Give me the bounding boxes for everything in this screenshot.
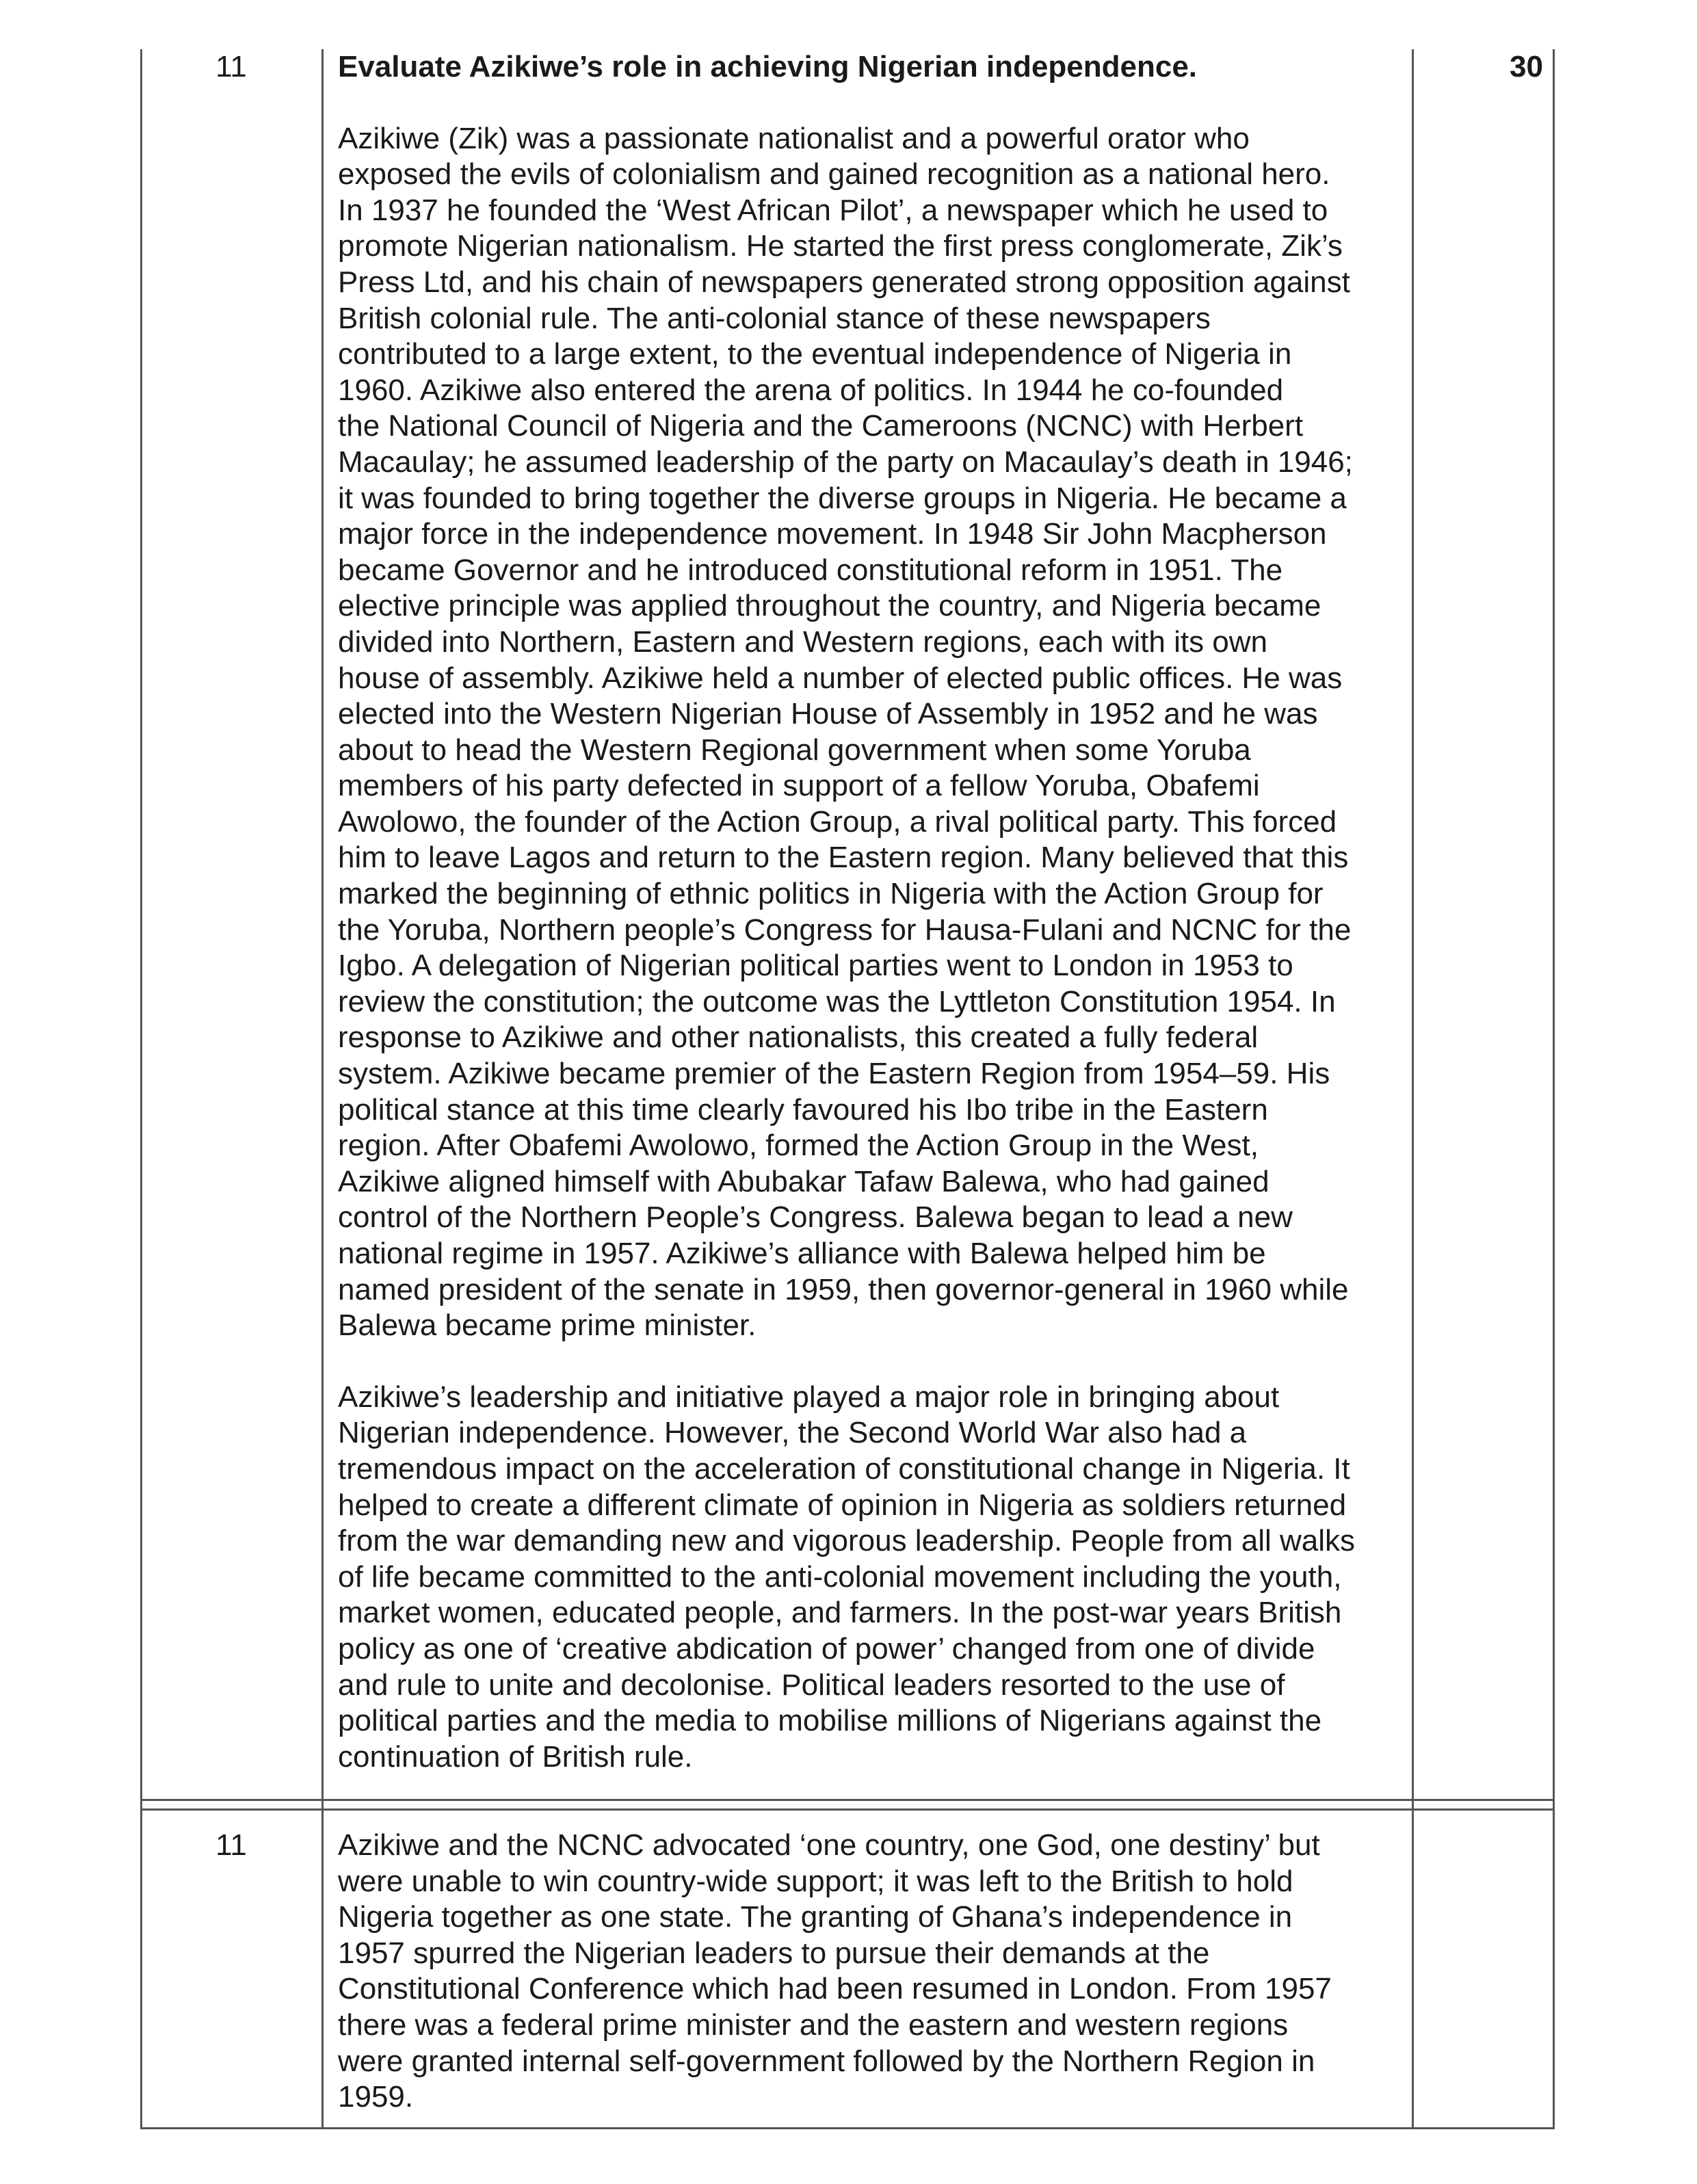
answer-text-line: 1959. <box>338 2080 414 2114</box>
answer-text-line: marked the beginning of ethnic politics in Nigeria with the Action Group for <box>338 877 1324 911</box>
answer-text-line: him to leave Lagos and return to the Eastern region. Many believed that this <box>338 841 1349 875</box>
answer-cell <box>338 1828 1419 2116</box>
answer-text-line: Nigerian independence. However, the Second World War also had a <box>338 1416 1247 1450</box>
row-separator-bottom <box>140 1808 1555 1811</box>
answer-text-line: it was founded to bring together the diverse groups in Nigeria. He became a <box>338 481 1347 515</box>
answer-text-line: Constitutional Conference which had been resumed in London. From 1957 <box>338 1972 1332 2006</box>
question-heading: Evaluate Azikiwe’s role in achieving Nigerian independence. <box>338 50 1198 83</box>
answer-text-line: control of the Northern People’s Congress. Balewa began to lead a new <box>338 1200 1293 1235</box>
answer-text-line: response to Azikiwe and other nationalists, this created a fully federal <box>338 1021 1259 1055</box>
answer-text-line: system. Azikiwe became premier of the Eastern Region from 1954–59. His <box>338 1057 1330 1091</box>
answer-text-line: Igbo. A delegation of Nigerian political parties went to London in 1953 to <box>338 949 1293 983</box>
answer-text-line: continuation of British rule. <box>338 1739 693 1774</box>
row-separator-top <box>140 1799 1555 1801</box>
answer-text-line: of life became committed to the anti-colonial movement including the youth, <box>338 1560 1342 1594</box>
answer-text-line: national regime in 1957. Azikiwe’s alliance with Balewa helped him be <box>338 1237 1266 1270</box>
answer-text-line: Balewa became prime minister. <box>338 1308 757 1343</box>
answer-text-line: Azikiwe and the NCNC advocated ‘one country, one God, one destiny’ but <box>338 1828 1320 1862</box>
answer-text-line: policy as one of ‘creative abdication of power’ changed from one of divide <box>338 1631 1315 1666</box>
answer-text-line: the Yoruba, Northern people’s Congress for Hausa-Fulani and NCNC for the <box>338 912 1352 947</box>
answer-text-line: Azikiwe (Zik) was a passionate nationalist and a powerful orator who <box>338 121 1250 155</box>
answer-text-line: contributed to a large extent, to the eventual independence of Nigeria in <box>338 337 1292 371</box>
table-border-bottom <box>140 2127 1555 2129</box>
answer-paragraph <box>338 121 1419 1344</box>
answer-text-line: Azikiwe aligned himself with Abubakar Tafaw Balewa, who had gained <box>338 1164 1270 1198</box>
answer-text-line: were unable to win country-wide support; it was left to the British to hold <box>338 1864 1293 1898</box>
answer-text-line: tremendous impact on the acceleration of constitutional change in Nigeria. It <box>338 1451 1350 1486</box>
answer-text-line: members of his party defected in support of a fellow Yoruba, Obafemi <box>338 769 1260 803</box>
answer-text-line: In 1937 he founded the ‘West African Pilot’, a newspaper which he used to <box>338 193 1328 227</box>
table-border-right <box>1553 49 1555 2129</box>
answer-text-line: house of assembly. Azikiwe held a number of elected public offices. He was <box>338 661 1343 695</box>
answer-text-line: named president of the senate in 1959, then governor-general in 1960 while <box>338 1272 1349 1306</box>
answer-text-line: major force in the independence movement. In 1948 Sir John Macpherson <box>338 517 1327 551</box>
answer-text-line: Awolowo, the founder of the Action Group, a rival political party. This forced <box>338 804 1337 839</box>
answer-text-line: there was a federal prime minister and the eastern and western regions <box>338 2008 1289 2042</box>
answer-text-line: political parties and the media to mobilise millions of Nigerians against the <box>338 1704 1322 1738</box>
answer-text-line: divided into Northern, Eastern and Western regions, each with its own <box>338 624 1268 659</box>
answer-cell <box>338 49 1419 1775</box>
answer-text-line: and rule to unite and decolonise. Political leaders resorted to the use of <box>338 1668 1285 1702</box>
answer-text-line: became Governor and he introduced constitutional reform in 1951. The <box>338 553 1283 587</box>
answer-text-line: review the constitution; the outcome was the Lyttleton Constitution 1954. In <box>338 984 1336 1018</box>
answer-text-line: promote Nigerian nationalism. He started the first press conglomerate, Zik’s <box>338 229 1343 263</box>
table-divider-number-column <box>321 49 324 2129</box>
question-number: 11 <box>215 50 247 83</box>
answer-text-line: helped to create a different climate of opinion in Nigeria as soldiers returned <box>338 1488 1347 1522</box>
question-number: 11 <box>215 1828 247 1862</box>
answer-text-line: about to head the Western Regional government when some Yoruba <box>338 733 1251 767</box>
answer-text-line: British colonial rule. The anti-colonial stance of these newspapers <box>338 301 1211 335</box>
answer-text-line: were granted internal self-government followed by the Northern Region in <box>338 2044 1315 2078</box>
answer-text-line: 1960. Azikiwe also entered the arena of politics. In 1944 he co-founded <box>338 373 1284 407</box>
answer-text-line: from the war demanding new and vigorous leadership. People from all walks <box>338 1524 1355 1558</box>
answer-text-line: 1957 spurred the Nigerian leaders to pursue their demands at the <box>338 1936 1210 1970</box>
answer-text-line: Macaulay; he assumed leadership of the party on Macaulay’s death in 1946; <box>338 445 1353 479</box>
answer-text-line: exposed the evils of colonialism and gained recognition as a national hero. <box>338 157 1330 192</box>
answer-text-line: market women, educated people, and farmers. In the post-war years British <box>338 1596 1342 1630</box>
answer-text-line: elective principle was applied throughout the country, and Nigeria became <box>338 589 1321 623</box>
answer-text-line: Nigeria together as one state. The granting of Ghana’s independence in <box>338 1900 1293 1934</box>
answer-text-line: political stance at this time clearly favoured his Ibo tribe in the Eastern <box>338 1092 1268 1127</box>
marks-total: 30 <box>1510 50 1543 83</box>
answer-paragraph <box>338 1828 1419 2116</box>
table-border-left <box>140 49 142 2129</box>
answer-text-line: the National Council of Nigeria and the Cameroons (NCNC) with Herbert <box>338 409 1304 443</box>
answer-text-line: region. After Obafemi Awolowo, formed the Action Group in the West, <box>338 1129 1259 1163</box>
answer-text-line: elected into the Western Nigerian House of Assembly in 1952 and he was <box>338 697 1318 731</box>
answer-text-line: Press Ltd, and his chain of newspapers generated strong opposition against <box>338 265 1350 299</box>
answer-paragraph <box>338 1380 1419 1776</box>
answer-text-line: Azikiwe’s leadership and initiative played a major role in bringing about <box>338 1380 1280 1414</box>
